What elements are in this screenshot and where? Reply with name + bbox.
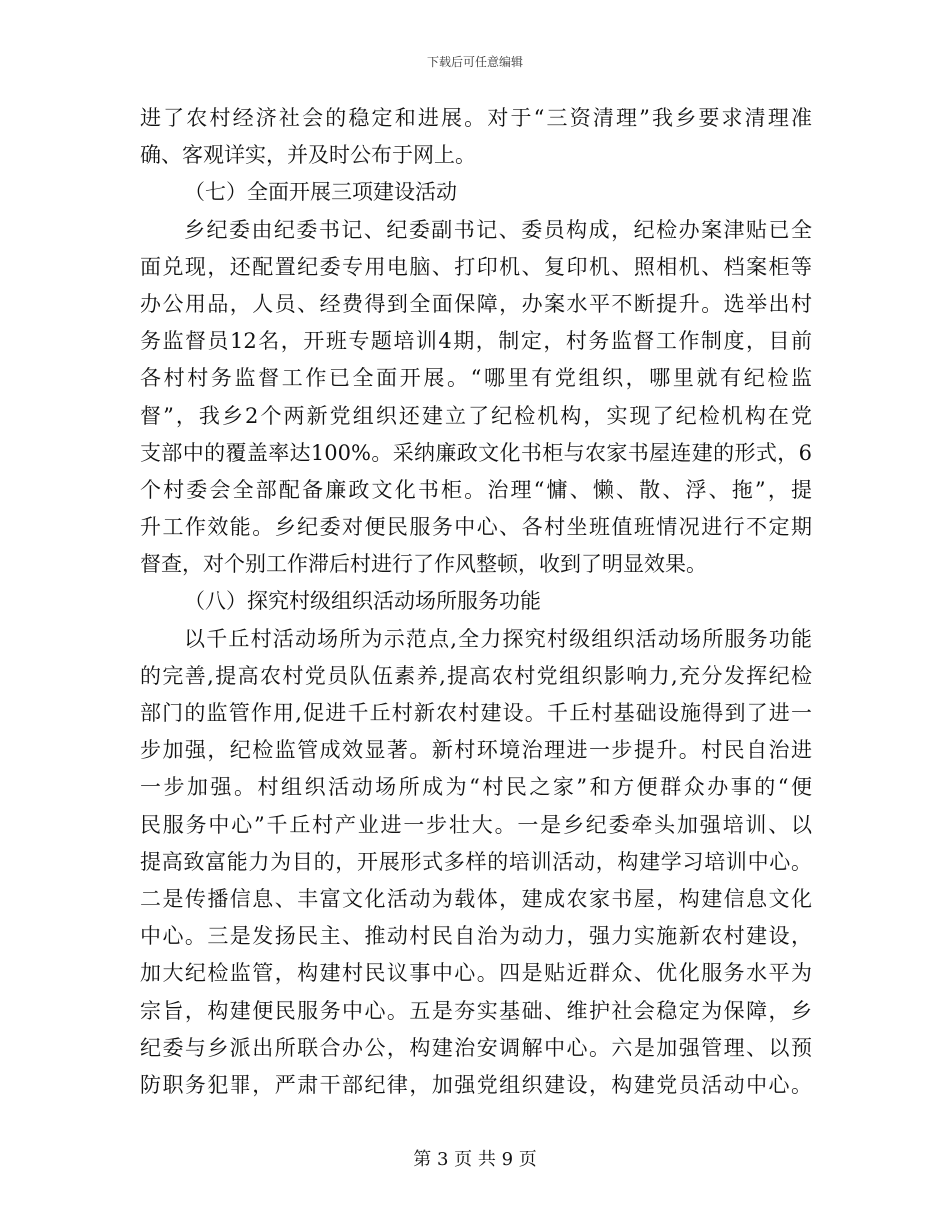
- text-line: 乡纪委由纪委书记、纪委副书记、委员构成，纪检办案津贴已全: [184, 217, 812, 242]
- text-line: 升工作效能。乡纪委对便民服务中心、各村坐班值班情况进行不定期: [140, 515, 812, 540]
- text-line: 加大纪检监管，构建村民议事中心。四是贴近群众、优化服务水平为: [140, 961, 812, 986]
- text-line: 纪委与乡派出所联合办公，构建治安调解中心。六是加强管理、以预: [140, 1035, 812, 1060]
- page-footer: 第 3 页 共 9 页: [413, 1149, 537, 1170]
- section-heading: （七）全面开展三项建设活动: [184, 180, 457, 205]
- text-line: 个村委会全部配备廉政文化书柜。治理“慵、懒、散、浮、拖”，提: [140, 477, 812, 502]
- body-text: [140, 100, 812, 1104]
- text-line: 面兑现，还配置纪委专用电脑、打印机、复印机、照相机、档案柜等: [140, 254, 812, 279]
- text-line: 一步加强。村组织活动场所成为“村民之家”和方便群众办事的“便: [140, 775, 812, 800]
- section-heading: （八）探究村级组织活动场所服务功能: [184, 589, 541, 614]
- text-line: 支部中的覆盖率达100%。采纳廉政文化书柜与农家书屋连建的形式，6: [140, 440, 812, 465]
- text-line: 各村村务监督工作已全面开展。“哪里有党组织，哪里就有纪检监: [140, 366, 812, 391]
- text-line: 中心。三是发扬民主、推动村民自治为动力，强力实施新农村建设，: [140, 924, 812, 949]
- text-line: 步加强，纪检监管成效显著。新村环境治理进一步提升。村民自治进: [140, 738, 812, 763]
- text-line: 确、客观详实，并及时公布于网上。: [140, 143, 476, 168]
- text-line: 二是传播信息、丰富文化活动为载体，建成农家书屋，构建信息文化: [140, 886, 812, 911]
- text-line: 办公用品，人员、经费得到全面保障，办案水平不断提升。选举出村: [140, 291, 812, 316]
- text-line: 进了农村经济社会的稳定和进展。对于“三资清理”我乡要求清理准: [140, 106, 812, 130]
- text-line: 宗旨，构建便民服务中心。五是夯实基础、维护社会稳定为保障，乡: [140, 998, 812, 1023]
- text-line: 督”，我乡2个两新党组织还建立了纪检机构，实现了纪检机构在党: [140, 403, 812, 428]
- text-line: 防职务犯罪，严肃干部纪律，加强党组织建设，构建党员活动中心。: [140, 1072, 812, 1097]
- text-line: 务监督员12名，开班专题培训4期，制定，村务监督工作制度，目前: [140, 329, 812, 354]
- text-line: 部门的监管作用,促进千丘村新农村建设。千丘村基础设施得到了进一: [140, 701, 812, 725]
- page-header: 下载后可任意编辑: [426, 55, 523, 69]
- text-line: 以千丘村活动场所为示范点,全力探究村级组织活动场所服务功能: [184, 626, 812, 651]
- text-line: 提高致富能力为目的，开展形式多样的培训活动，构建学习培训中心。: [140, 849, 812, 874]
- text-line: 督查，对个别工作滞后村进行了作风整顿，收到了明显效果。: [140, 552, 707, 577]
- text-line: 的完善,提高农村党员队伍素养,提高农村党组织影响力,充分发挥纪检: [140, 663, 812, 688]
- text-line: 民服务中心”千丘村产业进一步壮大。一是乡纪委牵头加强培训、以: [140, 812, 812, 837]
